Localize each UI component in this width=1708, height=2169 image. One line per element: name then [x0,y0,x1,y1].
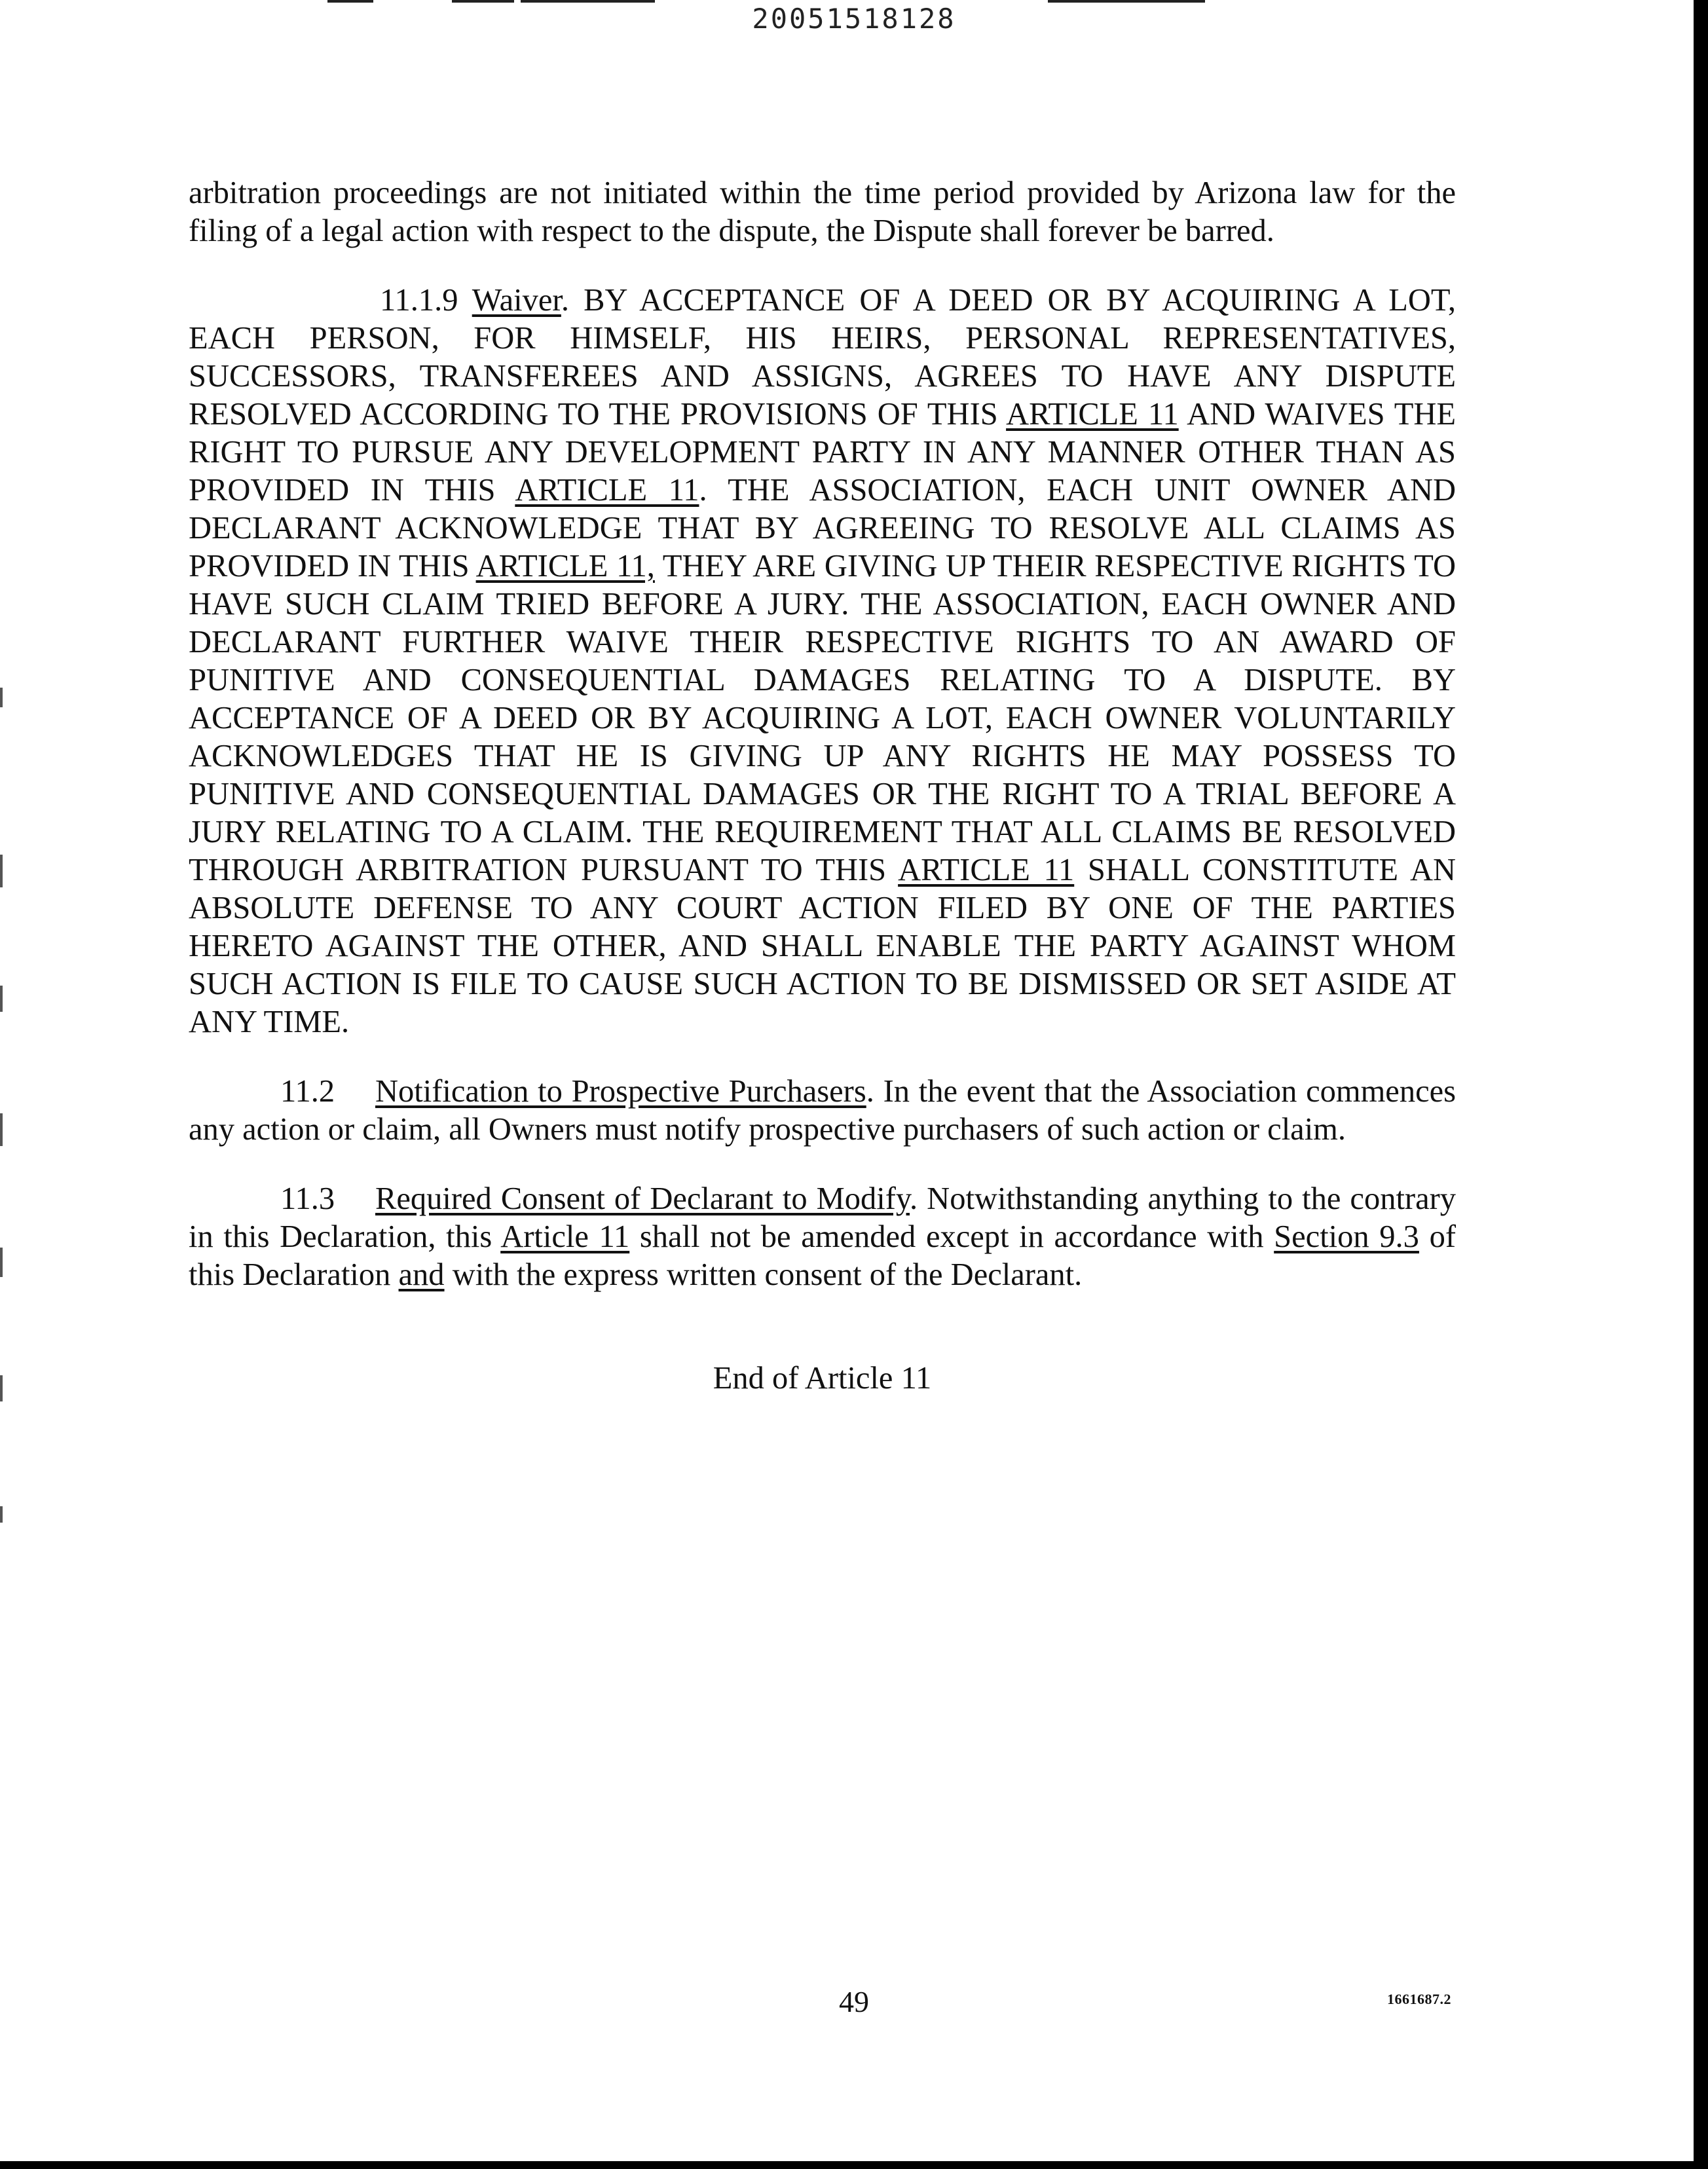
scan-mark-left [0,986,3,1012]
section-heading: Waiver [472,283,561,318]
section-heading: Required Consent of Declarant to Modify [375,1181,910,1216]
document-body [189,174,1456,1398]
emphasis-and: and [398,1257,445,1292]
end-of-article: End of Article 11 [713,1361,932,1396]
scan-mark-left [0,1113,3,1146]
scan-mark-left [0,1375,3,1401]
paragraph-continuation: arbitration proceedings are not initiated within the time period provided by Arizona law for the filing of a legal action with respect to the dispute, the Dispute shall forever be barred. [189,176,1456,248]
page-number: 49 [839,1985,869,2018]
scan-mark-left [0,688,3,707]
section-number: 11.3 [280,1181,335,1216]
section-number: 11.1.9 [380,283,458,318]
scan-edge-right [1694,0,1708,2169]
article-reference: ARTICLE 11 [1006,397,1179,432]
article-reference: ARTICLE 11, [475,549,655,584]
article-reference: ARTICLE 11 [898,853,1075,887]
scan-mark-left [0,855,3,887]
scan-edge-bottom [0,2161,1708,2169]
article-reference: Article 11 [500,1219,630,1254]
scan-mark-left [0,1506,3,1523]
section-reference: Section 9.3 [1274,1219,1419,1254]
scan-mark-left [0,1248,3,1277]
section-heading: Notification to Prospective Purchasers [375,1074,866,1109]
section-11-3: 11.3 Required Consent of Declarant to Modify. Notwithstanding anything to the contrary in this Declaration, this Article 11 shall not be amended except in accordance with Section 9.3 of this Declaration and with the express written consent of the Declarant. [189,1181,1457,1292]
section-11-2: 11.2 Notification to Prospective Purchasers. In the event that the Association commences any action or claim, all Owners must notify prospective purchasers of such action or claim. [189,1074,1456,1147]
section-11-1-9: 11.1.9 Waiver. BY ACCEPTANCE OF A DEED OR BY ACQUIRING A LOT, EACH PERSON, FOR HIMSELF, HIS HEIRS, PERSONAL REPRESENTATIVES, SUCCESSORS, TRANSFEREES AND ASSIGNS, AGREES TO HAVE ANY DISPUTE RESOLVED ACCORDING TO THE PROVISIONS OF THIS ARTICLE 11 AND WAIVES THE RIGHT TO PURSUE ANY DEVELOPMENT PARTY IN ANY MANNER OTHER THAN AS PROVIDED IN THIS ARTICLE 11. THE ASSOCIATION, EACH UNIT OWNER AND DECLARANT ACKNOWLEDGE THAT BY AGREEING TO RESOLVE ALL CLAIMS AS PROVIDED IN THIS ARTICLE 11, THEY ARE GIVING UP THEIR RESPECTIVE RIGHTS TO HAVE SUCH CLAIM TRIED BEFORE A JURY. THE ASSOCIATION, EACH OWNER AND DECLARANT FURTHER WAIVE THEIR RESPECTIVE RIGHTS TO AN AWARD OF PUNITIVE AND CONSEQUENTIAL DAMAGES RELATING TO A DISPUTE. BY ACCEPTANCE OF A DEED OR BY ACQUIRING A LOT, EACH OWNER VOLUNTARILY ACKNOWLEDGES THAT HE IS GIVING UP ANY RIGHTS HE MAY POSSESS TO PUNITIVE AND CONSEQUENTIAL DAMAGES OR THE RIGHT TO A TRIAL BEFORE A JURY RELATING TO A CLAIM. THE REQUIREMENT THAT ALL CLAIMS BE RESOLVED THROUGH ARBITRATION PURSUANT TO THIS ARTICLE 11 SHALL CONSTITUTE AN ABSOLUTE DEFENSE TO ANY COURT ACTION FILED BY ONE OF THE PARTIES HERETO AGAINST THE OTHER, AND SHALL ENABLE THE PARTY AGAINST WHOM SUCH ACTION IS FILE TO CAUSE SUCH ACTION TO BE DISMISSED OR SET ASIDE AT ANY TIME. [189,283,1457,1039]
recording-number: 20051518128 [752,3,956,35]
document-id: 1661687.2 [1387,1991,1451,2007]
article-reference: ARTICLE 11 [515,473,699,508]
section-number: 11.2 [280,1074,335,1109]
